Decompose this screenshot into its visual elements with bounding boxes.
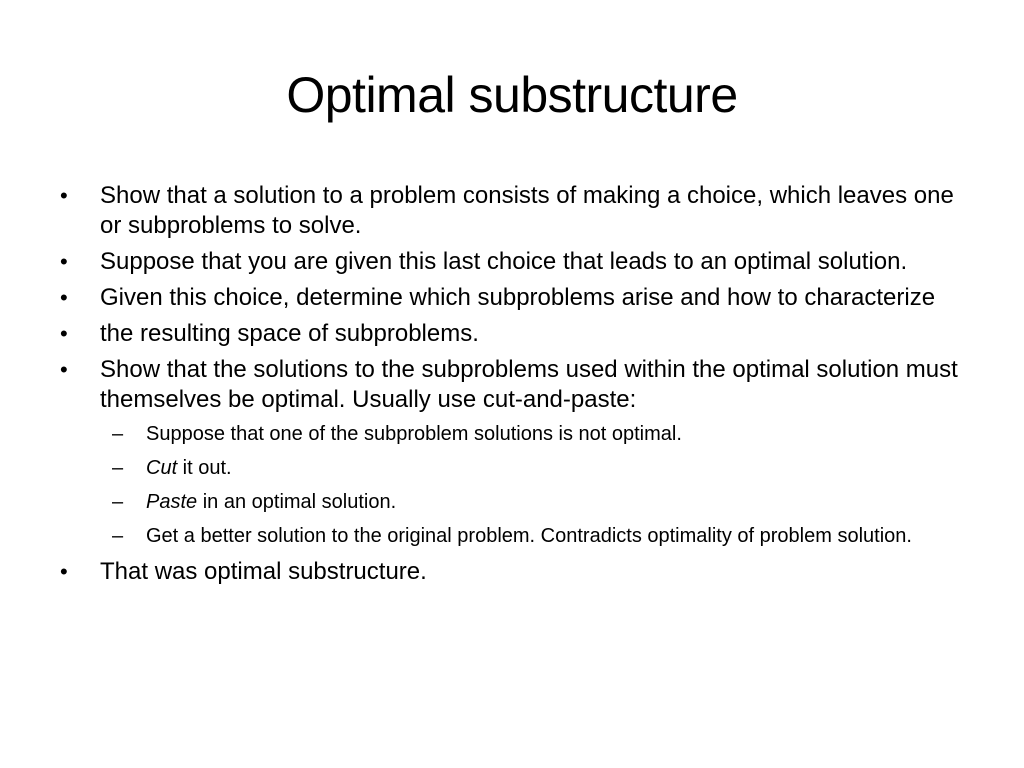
sub-bullet-text: Get a better solution to the original problem. Contradicts optimality of problem solution. xyxy=(146,525,912,547)
sub-bullet-item xyxy=(100,455,976,481)
bullet-text: Suppose that you are given this last choice that leads to an optimal solution. xyxy=(100,248,908,275)
sub-bullet-item xyxy=(100,421,976,447)
bullet-item xyxy=(56,181,976,241)
sub-bullet-emphasis: Paste xyxy=(146,491,198,513)
dash-icon: – xyxy=(112,491,124,513)
sub-bullet-item xyxy=(100,489,976,515)
bullet-item xyxy=(56,283,976,313)
dash-icon: – xyxy=(112,457,124,479)
sub-bullet-item xyxy=(100,523,976,549)
sub-bullet-text: in an optimal solution. xyxy=(197,491,397,513)
bullet-text: Show that the solutions to the subproblems used within the optimal solution must themselves be optimal. Usually use cut-and-paste: xyxy=(100,356,958,413)
bullet-item xyxy=(56,247,976,277)
bullet-text: That was optimal substructure. xyxy=(100,558,427,585)
dash-icon: – xyxy=(112,423,124,445)
bullet-text: the resulting space of subproblems. xyxy=(100,320,479,347)
sub-bullet-emphasis: Cut xyxy=(146,457,178,479)
bullet-icon: • xyxy=(60,357,68,382)
bullet-item xyxy=(56,319,976,349)
bullet-list xyxy=(56,181,976,593)
bullet-icon: • xyxy=(60,249,68,274)
bullet-text: Show that a solution to a problem consists of making a choice, which leaves one or subproblems to solve. xyxy=(100,182,954,239)
bullet-icon: • xyxy=(60,321,68,346)
bullet-icon: • xyxy=(60,559,68,584)
bullet-icon: • xyxy=(60,285,68,310)
sub-bullet-list xyxy=(100,421,976,549)
dash-icon: – xyxy=(112,525,124,547)
bullet-item xyxy=(56,355,976,549)
sub-bullet-text: it out. xyxy=(177,457,232,479)
bullet-item xyxy=(56,557,976,587)
bullet-text: Given this choice, determine which subproblems arise and how to characterize xyxy=(100,284,936,311)
slide-title: Optimal substructure xyxy=(286,67,738,123)
sub-bullet-text: Suppose that one of the subproblem solutions is not optimal. xyxy=(146,423,682,445)
bullet-icon: • xyxy=(60,183,68,208)
